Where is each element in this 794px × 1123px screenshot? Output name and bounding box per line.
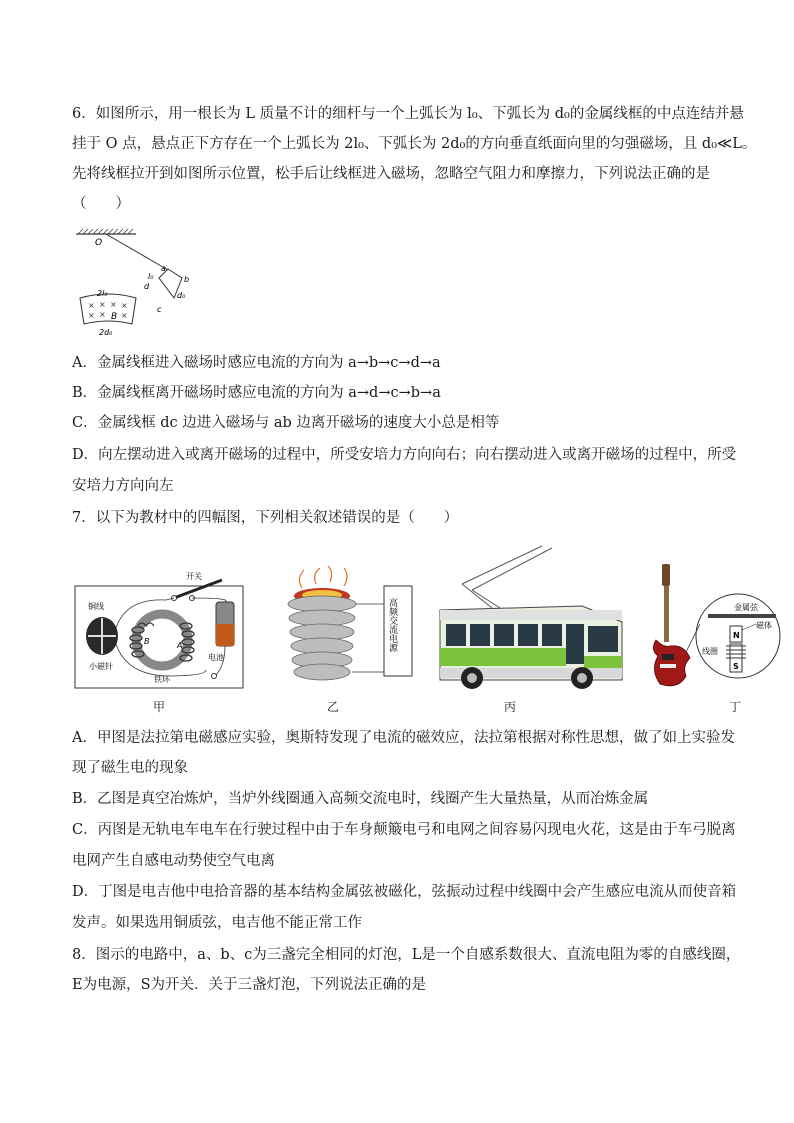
q7-option-d-line-2: 发声。如果选用铜质弦，电吉他不能正常工作 <box>72 915 362 931</box>
q6-option-a: A．金属线框进入磁场时感应电流的方向为 a→b→c→d→a <box>72 355 441 371</box>
q7-caption-yi: 乙 <box>327 700 340 714</box>
q6-answer-blank: （ ） <box>72 196 130 212</box>
svg-text:×: × <box>88 311 95 320</box>
q7-jia-label-switch: 开关 <box>186 572 202 581</box>
q6-label-O: O <box>95 238 103 248</box>
q7-stem: 7．以下为教材中的四幅图，下列相关叙述错误的是（ ） <box>72 510 459 526</box>
q7-ding-label-string: 金属弦 <box>734 603 758 612</box>
q7-caption-ding: 丁 <box>729 700 742 714</box>
q7-caption-jia: 甲 <box>153 700 166 714</box>
q6-option-b: B．金属线框离开磁场时感应电流的方向为 a→d→c→b→a <box>72 385 441 401</box>
q7-option-c-line-2: 电网产生自感电动势使空气电离 <box>72 853 275 869</box>
q6-pendulum-figure <box>70 226 210 338</box>
q7-jia-label-A: A <box>177 641 183 650</box>
q7-option-a-line-2: 现了磁生电的现象 <box>72 760 188 776</box>
q6-label-a: a <box>161 264 166 273</box>
q6-stem-line-1: 6．如图所示，用一根长为 L 质量不计的细杆与一个上弧长为 l₀、下弧长为 d₀的金属线框的中点连结并悬 <box>72 106 744 122</box>
q6-option-d-line-2: 安培力方向向左 <box>72 478 174 494</box>
q7-jia-label-battery: 电池 <box>208 653 224 662</box>
q6-label-2d0: 2d₀ <box>99 328 113 337</box>
q7-figure-ding <box>642 558 792 692</box>
q7-jia-label-needle: 小磁针 <box>89 662 113 671</box>
q6-label-d: d <box>144 282 150 291</box>
q7-jia-label-B: B <box>144 637 150 646</box>
svg-text:×: × <box>110 300 117 309</box>
q7-ding-label-S: S <box>733 662 739 671</box>
svg-text:×: × <box>121 301 128 310</box>
q6-option-c: C．金属线框 dc 边进入磁场与 ab 边离开磁场的速度大小总是相等 <box>72 415 500 431</box>
q6-stem-line-2: 挂于 O 点，悬点正下方存在一个上弧长为 2l₀、下弧长为 2d₀的方向垂直纸面向里的匀强磁场，且 d₀≪L。 <box>72 136 757 152</box>
q6-label-c: c <box>157 305 162 314</box>
svg-text:×: × <box>99 300 106 309</box>
q6-label-2l0: 2l₀ <box>97 289 108 298</box>
q7-option-b: B．乙图是真空冶炼炉，当炉外线圈通入高频交流电时，线圈产生大量热量，从而冶炼金属 <box>72 791 649 807</box>
q6-label-d0: d₀ <box>177 291 186 300</box>
svg-text:×: × <box>99 310 106 319</box>
q7-figure-jia <box>74 568 244 690</box>
q7-option-a-line-1: A．甲图是法拉第电磁感应实验，奥斯特发现了电流的磁效应，法拉第根据对称性思想，做了如上实验发 <box>72 730 735 746</box>
q7-ding-label-N: N <box>733 631 740 640</box>
q8-stem-line-1: 8．图示的电路中，a、b、c为三盏完全相同的灯泡，L是一个自感系数很大、直流电阻为零的自感线圈， <box>72 947 741 963</box>
q7-yi-label-source: 高频交流电源 <box>387 598 397 652</box>
svg-text:×: × <box>121 311 128 320</box>
q6-stem-line-3: 先将线框拉开到如图所示位置，松手后让线框进入磁场，忽略空气阻力和摩擦力，下列说法正确的是 <box>72 166 710 182</box>
q7-figure-bing <box>432 544 626 694</box>
q7-option-d-line-1: D．丁图是电吉他中电拾音器的基本结构金属弦被磁化，弦振动过程中线圈中会产生感应电流从而使音箱 <box>72 884 737 900</box>
q7-jia-label-ring: 铁环 <box>154 675 170 684</box>
q6-label-b: b <box>184 275 190 284</box>
q6-label-l0: l₀ <box>148 272 154 281</box>
q8-stem-line-2: E为电源，S为开关．关于三盏灯泡，下列说法正确的是 <box>72 977 427 993</box>
q7-jia-label-copper: 铜线 <box>88 602 104 611</box>
q7-ding-label-coil: 线圈 <box>702 647 718 656</box>
q6-label-B: B <box>111 312 118 322</box>
q7-ding-label-magnet: 磁体 <box>756 621 772 630</box>
q7-caption-bing: 丙 <box>504 700 517 714</box>
svg-text:×: × <box>88 301 95 310</box>
q7-option-c-line-1: C．丙图是无轨电车电车在行驶过程中由于车身颠簸电弓和电网之间容易闪现电火花，这是由于车弓脱离 <box>72 822 736 838</box>
q7-figure-yi <box>272 566 422 690</box>
q6-option-d-line-1: D．向左摆动进入或离开磁场的过程中，所受安培力方向向右；向右摆动进入或离开磁场的过程中，所受 <box>72 447 737 463</box>
